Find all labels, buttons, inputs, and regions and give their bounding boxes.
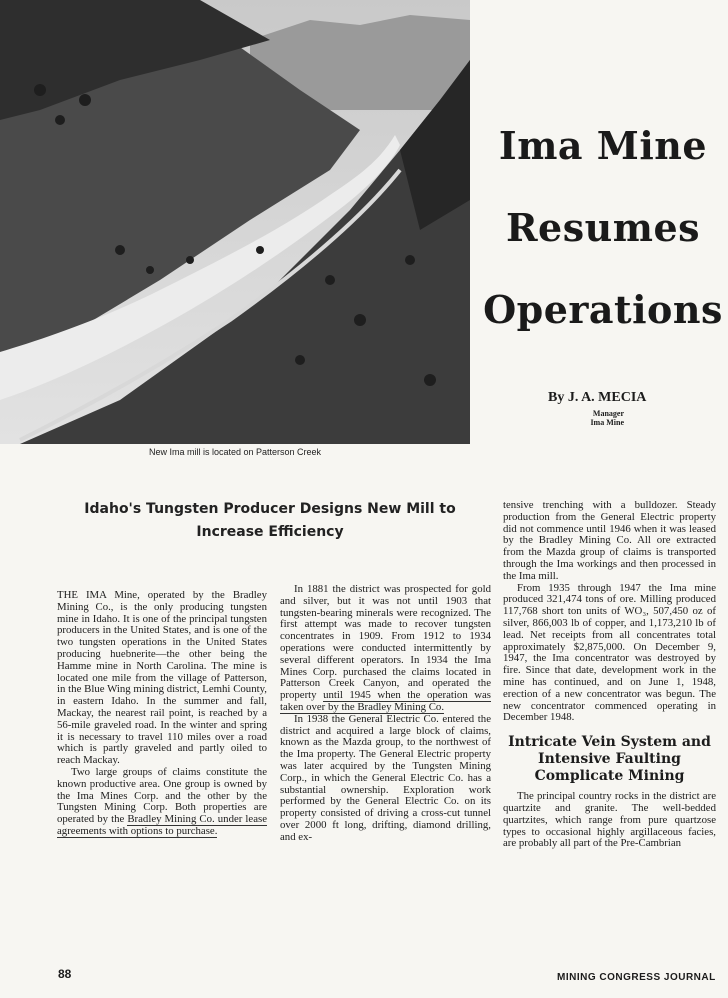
deck-line-1: Idaho's Tungsten Producer Designs New Mill to [84, 501, 456, 517]
col1-paragraph-2 [57, 767, 267, 838]
article-title-line-3: Operations [483, 287, 723, 332]
col3-paragraph-3: The principal country rocks in the district are quartzite and granite. The well-bedded quartzites, which range from pure quartzose types to occasional highly argillaceous facies, are probably all part of the Pre-Cambrian [503, 790, 716, 850]
byline-author: By J. A. MECIA [548, 390, 647, 405]
subhead-line-1: Intricate Vein System and [508, 734, 711, 751]
column-1 [57, 590, 267, 838]
byline-role-2: Ima Mine [590, 418, 624, 427]
article-deck [72, 498, 468, 544]
column-3 [503, 500, 716, 850]
col1-paragraph-2-text: Two large groups of claims constitute the known productive area. One group is owned by the Ima Mines Corp. and the other by the Tungsten Mining Corp. Both properties are operated by the [57, 765, 267, 826]
journal-name: MINING CONGRESS JOURNAL [557, 972, 716, 983]
article-title-line-2: Resumes [505, 205, 701, 250]
col3-paragraph-1: tensive trenching with a bulldozer. Steady production from the General Electric property did not commence until 1946 when it was leased by the Bradley Mining Co. All ore extracted from the Mazda group of claims is transported through the Ima workings and then processed in the Ima mill. [503, 499, 716, 582]
col2-paragraph-1 [280, 584, 491, 714]
col2-paragraph-2: In 1938 the General Electric Co. entered the district and acquired a large block of claims, known as the Mazda group, to the northwest of the Ima property. The General Electric property was later acquired by the Tungsten Mining Corp., in which the General Electric Co. has a substantial ownership. Exploration work performed by the General Electric Co. on its property consisted of driving a cross-cut tunnel over 2000 ft long, drifting, diamond drilling, and ex- [280, 712, 491, 843]
col3-paragraph-2: From 1935 through 1947 the Ima mine produced 321,474 tons of ore. Milling produced 117,768 short ton units of WO₃, 507,450 oz of silver, 866,003 lb of copper, and 1,173,210 lb of lead. Net receipts from all concentrates total approximately $2,875,000. On December 9, 1947, the Ima concentrator was destroyed by fire. Since that date, development work in the mine has continued, and on June 1, 1948, erection of a new concentrator was begun. The new concentrator commenced operating in December 1948. [503, 581, 716, 724]
article-title-line-1: Ima Mine [498, 123, 708, 168]
column-2 [280, 584, 491, 844]
photo-caption: New Ima mill is located on Patterson Creek [148, 447, 322, 457]
col1-paragraph-1: THE IMA Mine, operated by the Bradley Mining Co., is the only producing tungsten mine in Idaho. It is one of the principal tungsten producers in the United States, and is one of the two tungsten operations in the United States producing huebnerite—the other being the Hamme mine in North Carolina. The mine is located one mile from the village of Patterson, in the Blue Wing mining district, Lemhi County, in eastern Idaho. In the summer and fall, Mackay, the nearest rail point, is reached by a 56-mile graveled road. In the winter and spring it is necessary to travel 110 miles over a road which is partly graveled and partly oiled to reach Mackay. [57, 589, 267, 767]
byline-role-1: Manager [592, 409, 624, 418]
mill-photo [0, 0, 470, 444]
col2-underlined-text: until 1945 when the operation was taken over by the Bradley Mining Co. [280, 689, 491, 713]
col2-paragraph-1-text: In 1881 the district was prospected for gold and silver, but it was not until 1903 that tungsten-bearing minerals were recognized. The first attempt was made to recover tungsten concentrates in 1909. From 1912 to 1934 operations were conducted intermittently by several different operators. In 1934 the Ima Mines Corp. purchased the claims located in Patterson Creek Canyon, and operated the property [280, 583, 491, 702]
subhead-line-2: Intensive Faulting Complicate Mining [534, 751, 685, 785]
page-number: 88 [58, 967, 72, 981]
col3-subhead [503, 734, 716, 785]
deck-line-2: Increase Efficiency [196, 524, 344, 540]
col1-underlined-text: Bradley Mining Co. under lease agreements with options to purchase. [57, 813, 267, 837]
